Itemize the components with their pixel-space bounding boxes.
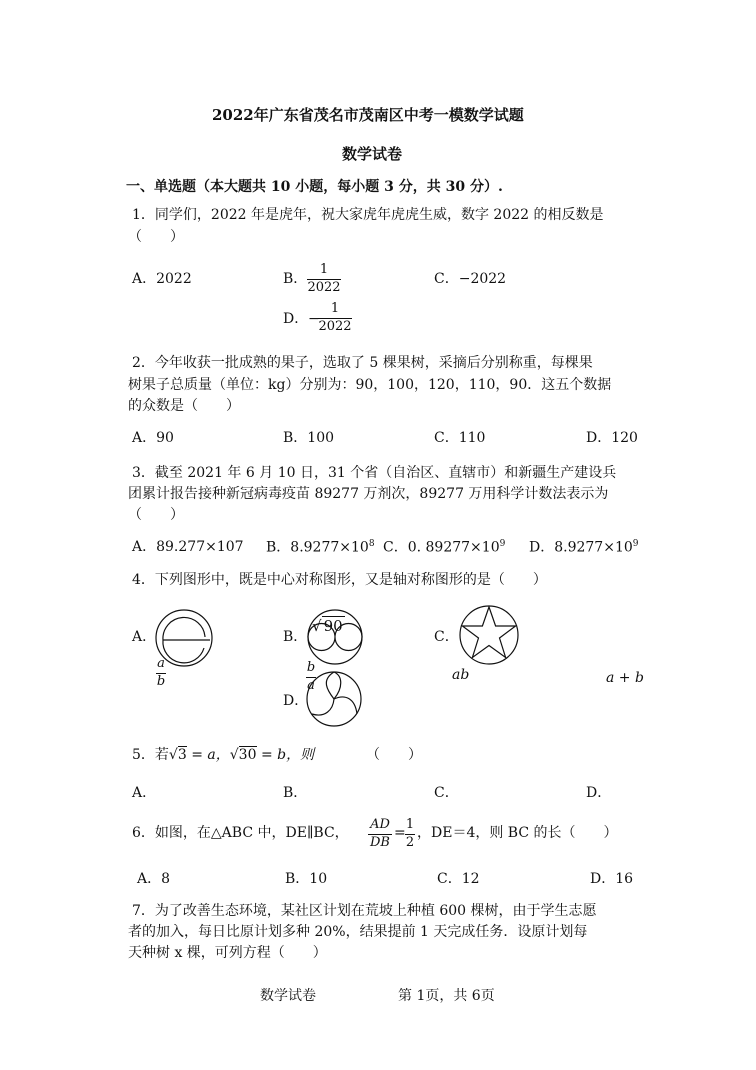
q3-option-b-base: B．8.9277×10 [266,539,369,556]
q3-option-b-exponent: 8 [368,539,375,549]
radicand: 90 [323,617,343,635]
q1-line2: （ ） [128,229,184,245]
q2-option-c: C．110 [434,430,486,446]
q7-line1: 7．为了改善生态环境，某社区计划在荒坡上种植 600 棵树，由于学生志愿 [132,903,597,919]
sqrt-icon: √ [229,747,239,763]
q2-line1: 2．今年收获一批成熟的果子，选取了 5 棵果树，采摘后分别称重，每棵果 [132,355,593,371]
q1-option-a: A．2022 [132,271,192,287]
q7-line3: 天种树 x 棵，可列方程（ ） [128,945,327,961]
q6-prefix: 6．如图，在△ABC 中，DE∥BC， [132,825,349,841]
q2-line2: 树果子总质量（单位：kg）分别为：90，100，120，110，90．这五个数据 [128,377,612,393]
fraction-denominator: 2 [405,834,415,850]
q3-option-c-base: C．0. 89277×10 [383,539,500,556]
q6-fraction-ad-db [368,818,392,851]
q1-option-b-fraction [307,263,341,296]
q5-option-b: B． [283,785,308,801]
q5-radicand-2: 30 [238,747,257,763]
fraction-numerator: AD [370,817,390,832]
q4-figure-d [305,670,363,728]
fraction-numerator: 1 [330,301,340,316]
fraction-denominator: 2022 [318,318,352,334]
q1-option-d-fraction [318,302,352,335]
q2-option-d: D．120 [586,430,638,446]
q3-option-c-exponent: 9 [499,539,506,549]
q5-prefix: 5．若 [132,747,169,763]
q4-stray-fraction-1 [156,657,166,690]
q3-option-d-exponent: 9 [632,539,639,549]
q6-option-c: C．12 [437,871,480,887]
fraction-numerator: 1 [405,817,415,832]
q3-option-c [383,540,505,555]
page-title: 2022年广东省茂名市茂南区中考一模数学试题 [212,106,524,124]
sqrt-icon: √ [168,747,178,763]
fraction-numerator: a [157,656,165,671]
q6-equals: = [394,825,406,841]
q4-stray-sum: a + b [606,670,644,686]
footer-left: 数学试卷 [260,988,316,1004]
q6-fraction-half [405,818,415,851]
footer-page-number: 第 1页，共 6页 [398,988,495,1004]
q4-stray-ab: ab [452,667,470,683]
q4-stray-root [312,619,345,634]
q7-line2: 者的加入，每日比原计划多种 20%，结果提前 1 天完成任务．设原计划每 [128,924,588,940]
fraction-numerator: b [306,660,316,675]
q2-line3: 的众数是（ ） [128,398,240,414]
page-subtitle: 数学试卷 [342,145,403,163]
q1-line1: 1．同学们，2022 年是虎年，祝大家虎年虎虎生威，数字 2022 的相反数是 [132,207,604,223]
q5-line [132,748,314,762]
fraction-numerator: 1 [319,262,329,277]
fraction-denominator: DB [370,834,390,850]
q4-figure-c [458,604,520,666]
q5-option-c: C． [434,785,459,801]
q5-eq1: = a， [186,747,230,763]
q3-option-a: A．89.277×107 [132,539,244,555]
q5-eq2: = b，则 [256,747,315,763]
q3-line1: 3．截至 2021 年 6 月 10 日，31 个省（自治区、直辖市）和新疆生产建设兵 [132,465,617,481]
q3-option-d-base: D．8.9277×10 [529,539,633,556]
q3-option-d [529,540,639,555]
q4-option-c: C． [434,629,459,645]
q4-option-d: D． [283,693,309,709]
q6-option-a: A．8 [137,871,171,887]
q5-option-a: A． [132,785,157,801]
q4-option-b: B． [283,629,308,645]
q1-option-c: C．−2022 [434,271,507,287]
q4-line1: 4．下列图形中，既是中心对称图形，又是轴对称图形的是（ ） [132,572,547,588]
q6-option-d: D．16 [590,871,634,887]
q3-line3: （ ） [128,507,184,523]
sqrt-icon: √ [312,617,322,635]
q5-radicand-1: 3 [177,747,187,763]
q4-option-a: A． [132,629,157,645]
fraction-denominator: a [307,677,315,693]
q2-option-b: B．100 [283,430,335,446]
q6-option-b: B．10 [285,871,328,887]
fraction-denominator: 2022 [307,279,341,295]
q1-option-d-sign: − [308,311,320,327]
q3-option-b [266,540,375,555]
q3-line2: 团累计报告接种新冠病毒疫苗 89277 万剂次，89277 万用科学计数法表示为 [128,486,609,502]
q6-suffix: ，DE＝4，则 BC 的长（ ） [417,825,618,841]
q5-paren: （ ） [366,747,422,763]
q2-option-a: A．90 [132,430,174,446]
q1-option-b-label: B． [283,271,308,287]
q1-option-d-label: D． [283,311,309,327]
section-heading: 一、单选题（本大题共 10 小题，每小题 3 分，共 30 分）. [126,179,503,195]
q5-option-d: D． [586,785,612,801]
fraction-denominator: b [156,673,166,689]
